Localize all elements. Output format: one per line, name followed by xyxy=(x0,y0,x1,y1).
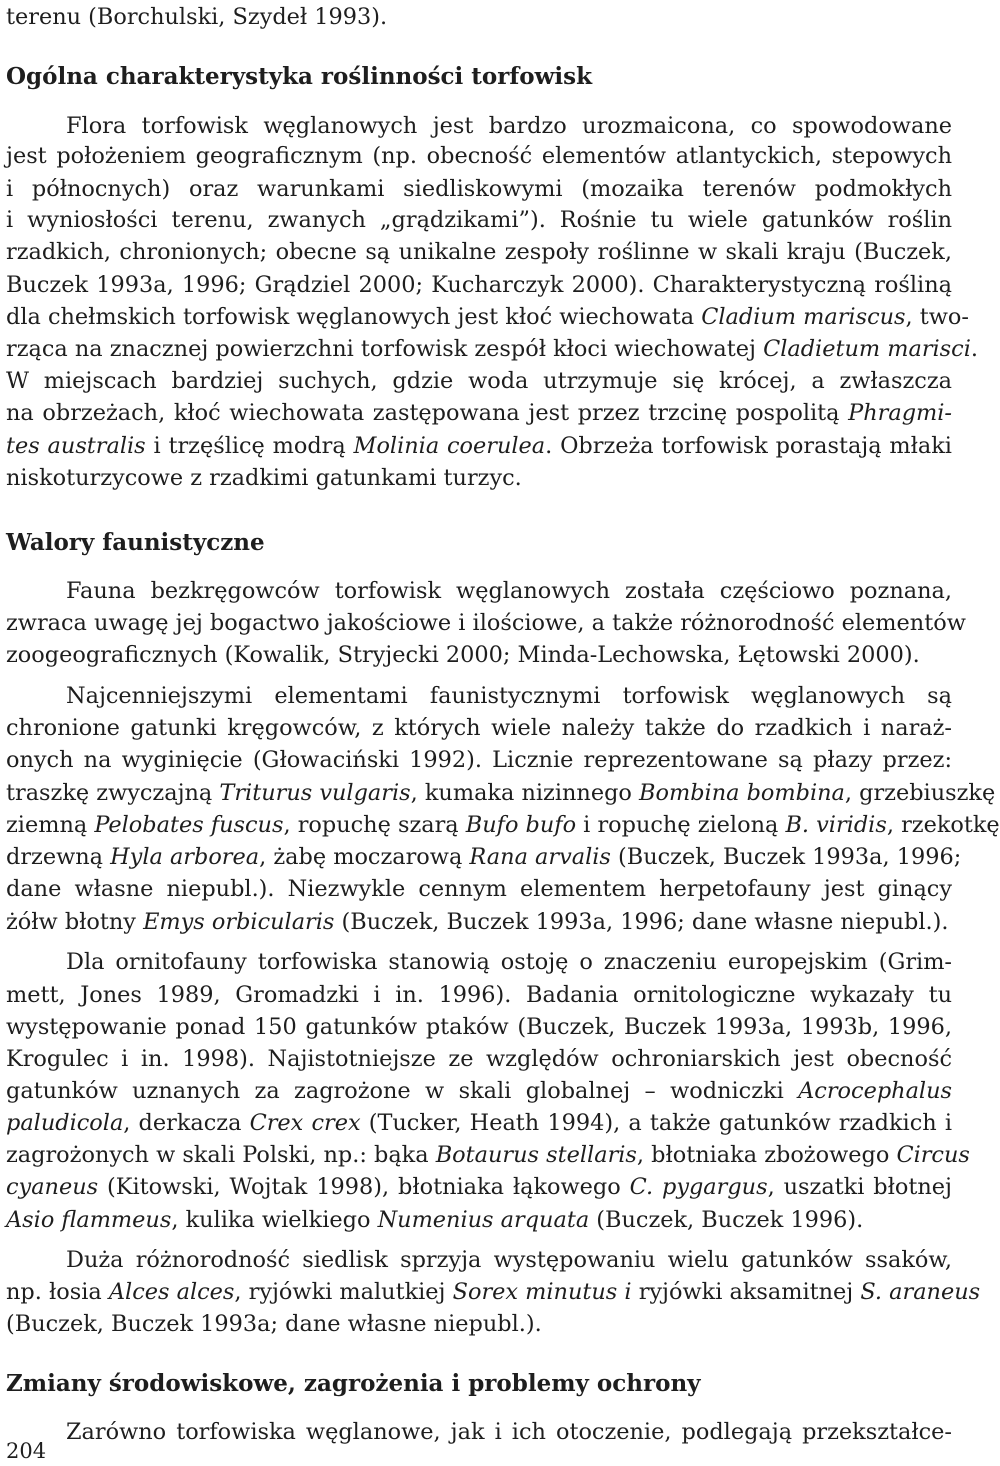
text-line: chronione gatunki kręgowców, z których wiele należy także do rzadkich i naraż- xyxy=(6,715,952,741)
text-line: gatunków uznanych za zagrożone w skali globalnej – wodniczki Acrocephalus xyxy=(6,1078,952,1104)
text-line: zagrożonych w skali Polski, np.: bąka Botaurus stellaris, błotniaka zbożowego Circus xyxy=(6,1142,970,1168)
text-line: Dla ornitofauny torfowiska stanowią ostoję o znaczeniu europejskim (Grim- xyxy=(66,949,952,975)
text-line: (Buczek, Buczek 1993a; dane własne niepubl.). xyxy=(6,1311,542,1337)
species-name: Hyla arborea xyxy=(110,844,260,870)
text-line: Zarówno torfowiska węglanowe, jak i ich otoczenie, podlegają przekształce- xyxy=(66,1419,952,1445)
text-line: terenu (Borchulski, Szydeł 1993). xyxy=(6,4,388,30)
text-line: onych na wyginięcie (Głowaciński 1992). Licznie reprezentowane są płazy przez: xyxy=(6,747,952,773)
text-line: cyaneus (Kitowski, Wojtak 1998), błotniaka łąkowego C. pygargus, uszatki błotnej xyxy=(6,1174,952,1200)
section-heading-fauna: Walory faunistyczne xyxy=(6,529,265,556)
species-name: Acrocephalus xyxy=(798,1078,952,1104)
text-line: i północnych) oraz warunkami siedliskowymi (mozaika terenów podmokłych xyxy=(6,176,952,202)
species-name: Molinia coerulea xyxy=(353,433,546,459)
text-line: Duża różnorodność siedlisk sprzyja występowaniu wielu gatunków ssaków, xyxy=(66,1247,952,1273)
species-name: Sorex minutus i xyxy=(452,1279,632,1305)
species-name: Alces alces xyxy=(108,1279,235,1305)
species-name: Circus xyxy=(896,1142,970,1168)
species-name: S. araneus xyxy=(860,1279,981,1305)
text-line: żółw błotny Emys orbicularis (Buczek, Buczek 1993a, 1996; dane własne niepubl.). xyxy=(6,909,949,935)
text-line: występowanie ponad 150 gatunków ptaków (Buczek, Buczek 1993a, 1993b, 1996, xyxy=(6,1014,952,1040)
species-name: Phragmi- xyxy=(848,400,952,426)
text-line: paludicola, derkacza Crex crex (Tucker, Heath 1994), a także gatunków rzadkich i xyxy=(6,1110,952,1136)
text-line: ziemną Pelobates fuscus, ropuchę szarą Bufo bufo i ropuchę zieloną B. viridis, rzekotkę xyxy=(6,812,1000,838)
text-line: Buczek 1993a, 1996; Grądziel 2000; Kucharczyk 2000). Charakterystyczną rośliną xyxy=(6,272,952,298)
text-line: zoogeograficznych (Kowalik, Stryjecki 2000; Minda-Lechowska, Łętowski 2000). xyxy=(6,642,920,668)
species-name: Bombina bombina xyxy=(639,780,845,806)
species-name: cyaneus xyxy=(6,1174,99,1200)
species-name: Rana arvalis xyxy=(469,844,611,870)
text-line: Fauna bezkręgowców torfowisk węglanowych została częściowo poznana, xyxy=(66,578,952,604)
text-line: zwraca uwagę jej bogactwo jakościowe i ilościowe, a także różnorodność elementów xyxy=(6,610,966,636)
species-name: Cladietum marisci xyxy=(763,336,971,362)
text-line: mett, Jones 1989, Gromadzki i in. 1996). Badania ornitologiczne wykazały tu xyxy=(6,982,952,1008)
text-line: rzadkich, chronionych; obecne są unikalne zespoły roślinne w skali kraju (Buczek, xyxy=(6,239,952,265)
species-name: Bufo bufo xyxy=(465,812,577,838)
text-line: traszkę zwyczajną Triturus vulgaris, kumaka nizinnego Bombina bombina, grzebiuszkę xyxy=(6,780,996,806)
species-name: tes australis xyxy=(6,433,146,459)
text-line: dla chełmskich torfowisk węglanowych jest kłoć wiechowata Cladium mariscus, two- xyxy=(6,304,969,330)
text-line: Najcenniejszymi elementami faunistycznymi torfowisk węglanowych są xyxy=(66,683,952,709)
text-line: Asio flammeus, kulika wielkiego Numenius arquata (Buczek, Buczek 1996). xyxy=(6,1207,864,1233)
species-name: B. viridis xyxy=(785,812,887,838)
text-line: W miejscach bardziej suchych, gdzie woda utrzymuje się krócej, a zwłaszcza xyxy=(6,368,952,394)
species-name: Triturus vulgaris xyxy=(219,780,411,806)
species-name: Botaurus stellaris xyxy=(435,1142,637,1168)
text-line: jest położeniem geograficznym (np. obecność elementów atlantyckich, stepowych xyxy=(6,143,952,169)
text-line: dane własne niepubl.). Niezwykle cennym elementem herpetofauny jest ginący xyxy=(6,876,952,902)
text-line: np. łosia Alces alces, ryjówki malutkiej Sorex minutus i ryjówki aksamitnej S. araneus xyxy=(6,1279,981,1305)
page-number: 204 xyxy=(6,1439,47,1463)
text-line: drzewną Hyla arborea, żabę moczarową Rana arvalis (Buczek, Buczek 1993a, 1996; xyxy=(6,844,962,870)
species-name: C. pygargus xyxy=(629,1174,768,1200)
section-heading-vegetation: Ogólna charakterystyka roślinności torfowisk xyxy=(6,63,593,90)
text-line: Krogulec i in. 1998). Najistotniejsze ze względów ochroniarskich jest obecność xyxy=(6,1046,952,1072)
species-name: Pelobates fuscus xyxy=(94,812,284,838)
text-line: Flora torfowisk węglanowych jest bardzo urozmaicona, co spowodowane xyxy=(66,113,952,139)
species-name: Crex crex xyxy=(249,1110,361,1136)
section-heading-threats: Zmiany środowiskowe, zagrożenia i problemy ochrony xyxy=(6,1370,701,1397)
text-line: tes australis i trzęślicę modrą Molinia coerulea. Obrzeża torfowisk porastają młaki xyxy=(6,433,952,459)
text-line: i wyniosłości terenu, zwanych „grądzikami”). Rośnie tu wiele gatunków roślin xyxy=(6,207,952,233)
text-line: rząca na znacznej powierzchni torfowisk zespół kłoci wiechowatej Cladietum marisci. xyxy=(6,336,978,362)
text-line: niskoturzycowe z rzadkimi gatunkami turzyc. xyxy=(6,465,522,491)
species-name: paludicola xyxy=(6,1110,124,1136)
species-name: Emys orbicularis xyxy=(143,909,335,935)
text-line: na obrzeżach, kłoć wiechowata zastępowana jest przez trzcinę pospolitą Phragmi- xyxy=(6,400,952,426)
species-name: Asio flammeus xyxy=(6,1207,172,1233)
species-name: Numenius arquata xyxy=(377,1207,590,1233)
species-name: Cladium mariscus xyxy=(701,304,906,330)
